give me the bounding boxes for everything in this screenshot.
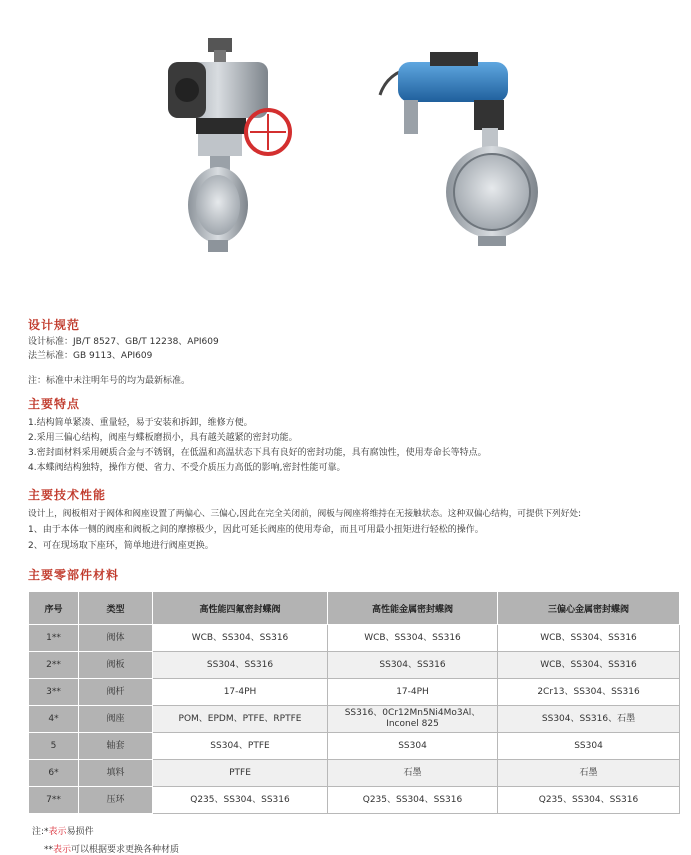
valve-photo-right	[380, 52, 538, 246]
footnote-material-options	[44, 842, 179, 855]
cell-value: SS304、SS316、石墨	[498, 706, 680, 733]
header-triple-offset-valve: 三偏心金属密封蝶阀	[498, 592, 680, 625]
materials-table	[28, 591, 680, 814]
cell-value: SS304	[328, 733, 498, 760]
cell-type: 阀座	[79, 706, 153, 733]
flange-standard-line: 法兰标准：GB 9113、API609	[28, 351, 153, 361]
footnote-suffix: 易损件	[66, 827, 94, 837]
cell-value: Q235、SS304、SS316	[498, 787, 680, 814]
cell-value: SS304、PTFE	[153, 733, 328, 760]
cell-value: 石墨	[328, 760, 498, 787]
performance-line: 设计上，阀板相对于阀体和阀座设置了两偏心、三偏心,因此在完全关闭前，阀板与阀座将维持在无接触状态。这种双偏心结构，可提供下列好处:	[28, 509, 582, 519]
cell-value: 17-4PH	[153, 679, 328, 706]
standard-note: 注：标准中未注明年号的均为最新标准。	[28, 376, 191, 386]
cell-value: SS304	[498, 733, 680, 760]
header-type: 类型	[79, 592, 153, 625]
cell-value: 17-4PH	[328, 679, 498, 706]
cell-value: WCB、SS304、SS316	[153, 625, 328, 652]
cell-type: 阀板	[79, 652, 153, 679]
cell-type: 轴套	[79, 733, 153, 760]
cell-value: Q235、SS304、SS316	[328, 787, 498, 814]
cell-value: POM、EPDM、PTFE、RPTFE	[153, 706, 328, 733]
table-header-row	[29, 592, 680, 625]
cell-no: 3**	[29, 679, 79, 706]
table-row	[29, 760, 680, 787]
cell-no: 7**	[29, 787, 79, 814]
table-row	[29, 679, 680, 706]
cell-value: PTFE	[153, 760, 328, 787]
section-title-materials: 主要零部件材料	[28, 568, 120, 582]
cell-type: 阀杆	[79, 679, 153, 706]
table-row	[29, 787, 680, 814]
footnote-red-text: 表示	[48, 827, 67, 837]
cell-value: WCB、SS304、SS316	[328, 625, 498, 652]
cell-no: 2**	[29, 652, 79, 679]
table-row	[29, 625, 680, 652]
footnote-prefix: **	[44, 845, 53, 855]
cell-type: 压环	[79, 787, 153, 814]
cell-no: 5	[29, 733, 79, 760]
feature-line: 1.结构简单紧凑、重量轻，易于安装和拆卸，维修方便。	[28, 418, 253, 428]
footnote-red-text: 表示	[53, 845, 72, 855]
section-title-design-spec: 设计规范	[28, 318, 81, 332]
cell-type: 阀体	[79, 625, 153, 652]
feature-line: 4.本蝶阀结构独特，操作方便、省力、不受介质压力高低的影响,密封性能可靠。	[28, 463, 346, 473]
cell-value: SS304、SS316	[328, 652, 498, 679]
table-row	[29, 706, 680, 733]
table-row	[29, 733, 680, 760]
header-ptfe-valve: 高性能四氟密封蝶阀	[153, 592, 328, 625]
cell-value: SS316、0Cr12Mn5Ni4Mo3Al、Inconel 825	[328, 706, 498, 733]
cell-value: 2Cr13、SS304、SS316	[498, 679, 680, 706]
cell-value: WCB、SS304、SS316	[498, 625, 680, 652]
cell-value: Q235、SS304、SS316	[153, 787, 328, 814]
footnote-wear-parts	[32, 824, 94, 837]
section-title-features: 主要特点	[28, 397, 81, 411]
footnote-prefix: 注:*	[32, 827, 49, 837]
cell-type: 填料	[79, 760, 153, 787]
table-row	[29, 652, 680, 679]
header-no: 序号	[29, 592, 79, 625]
feature-line: 3.密封面材料采用硬质合金与不锈钢，在低温和高温状态下具有良好的密封功能，具有腐蚀性，使用寿命长等特点。	[28, 448, 487, 458]
feature-line: 2.采用三偏心结构，阀座与蝶板磨损小，具有越关越紧的密封功能。	[28, 433, 298, 443]
header-metal-valve: 高性能金属密封蝶阀	[328, 592, 498, 625]
design-standard-line: 设计标准：JB/T 8527、GB/T 12238、API609	[28, 337, 219, 347]
section-title-performance: 主要技术性能	[28, 488, 107, 502]
cell-no: 6*	[29, 760, 79, 787]
performance-line: 2、可在现场取下座环，简单地进行阀座更换。	[28, 541, 214, 551]
product-photos	[0, 0, 691, 300]
cell-value: WCB、SS304、SS316	[498, 652, 680, 679]
valve-photo-left	[168, 38, 290, 252]
performance-line: 1、由于本体一侧的阀座和阀板之间的摩擦极少，因此可延长阀座的使用寿命，而且可用最小扭矩进行轻松的操作。	[28, 525, 484, 535]
cell-no: 4*	[29, 706, 79, 733]
cell-value: 石墨	[498, 760, 680, 787]
cell-value: SS304、SS316	[153, 652, 328, 679]
footnote-suffix: 可以根据要求更换各种材质	[71, 845, 180, 855]
cell-no: 1**	[29, 625, 79, 652]
